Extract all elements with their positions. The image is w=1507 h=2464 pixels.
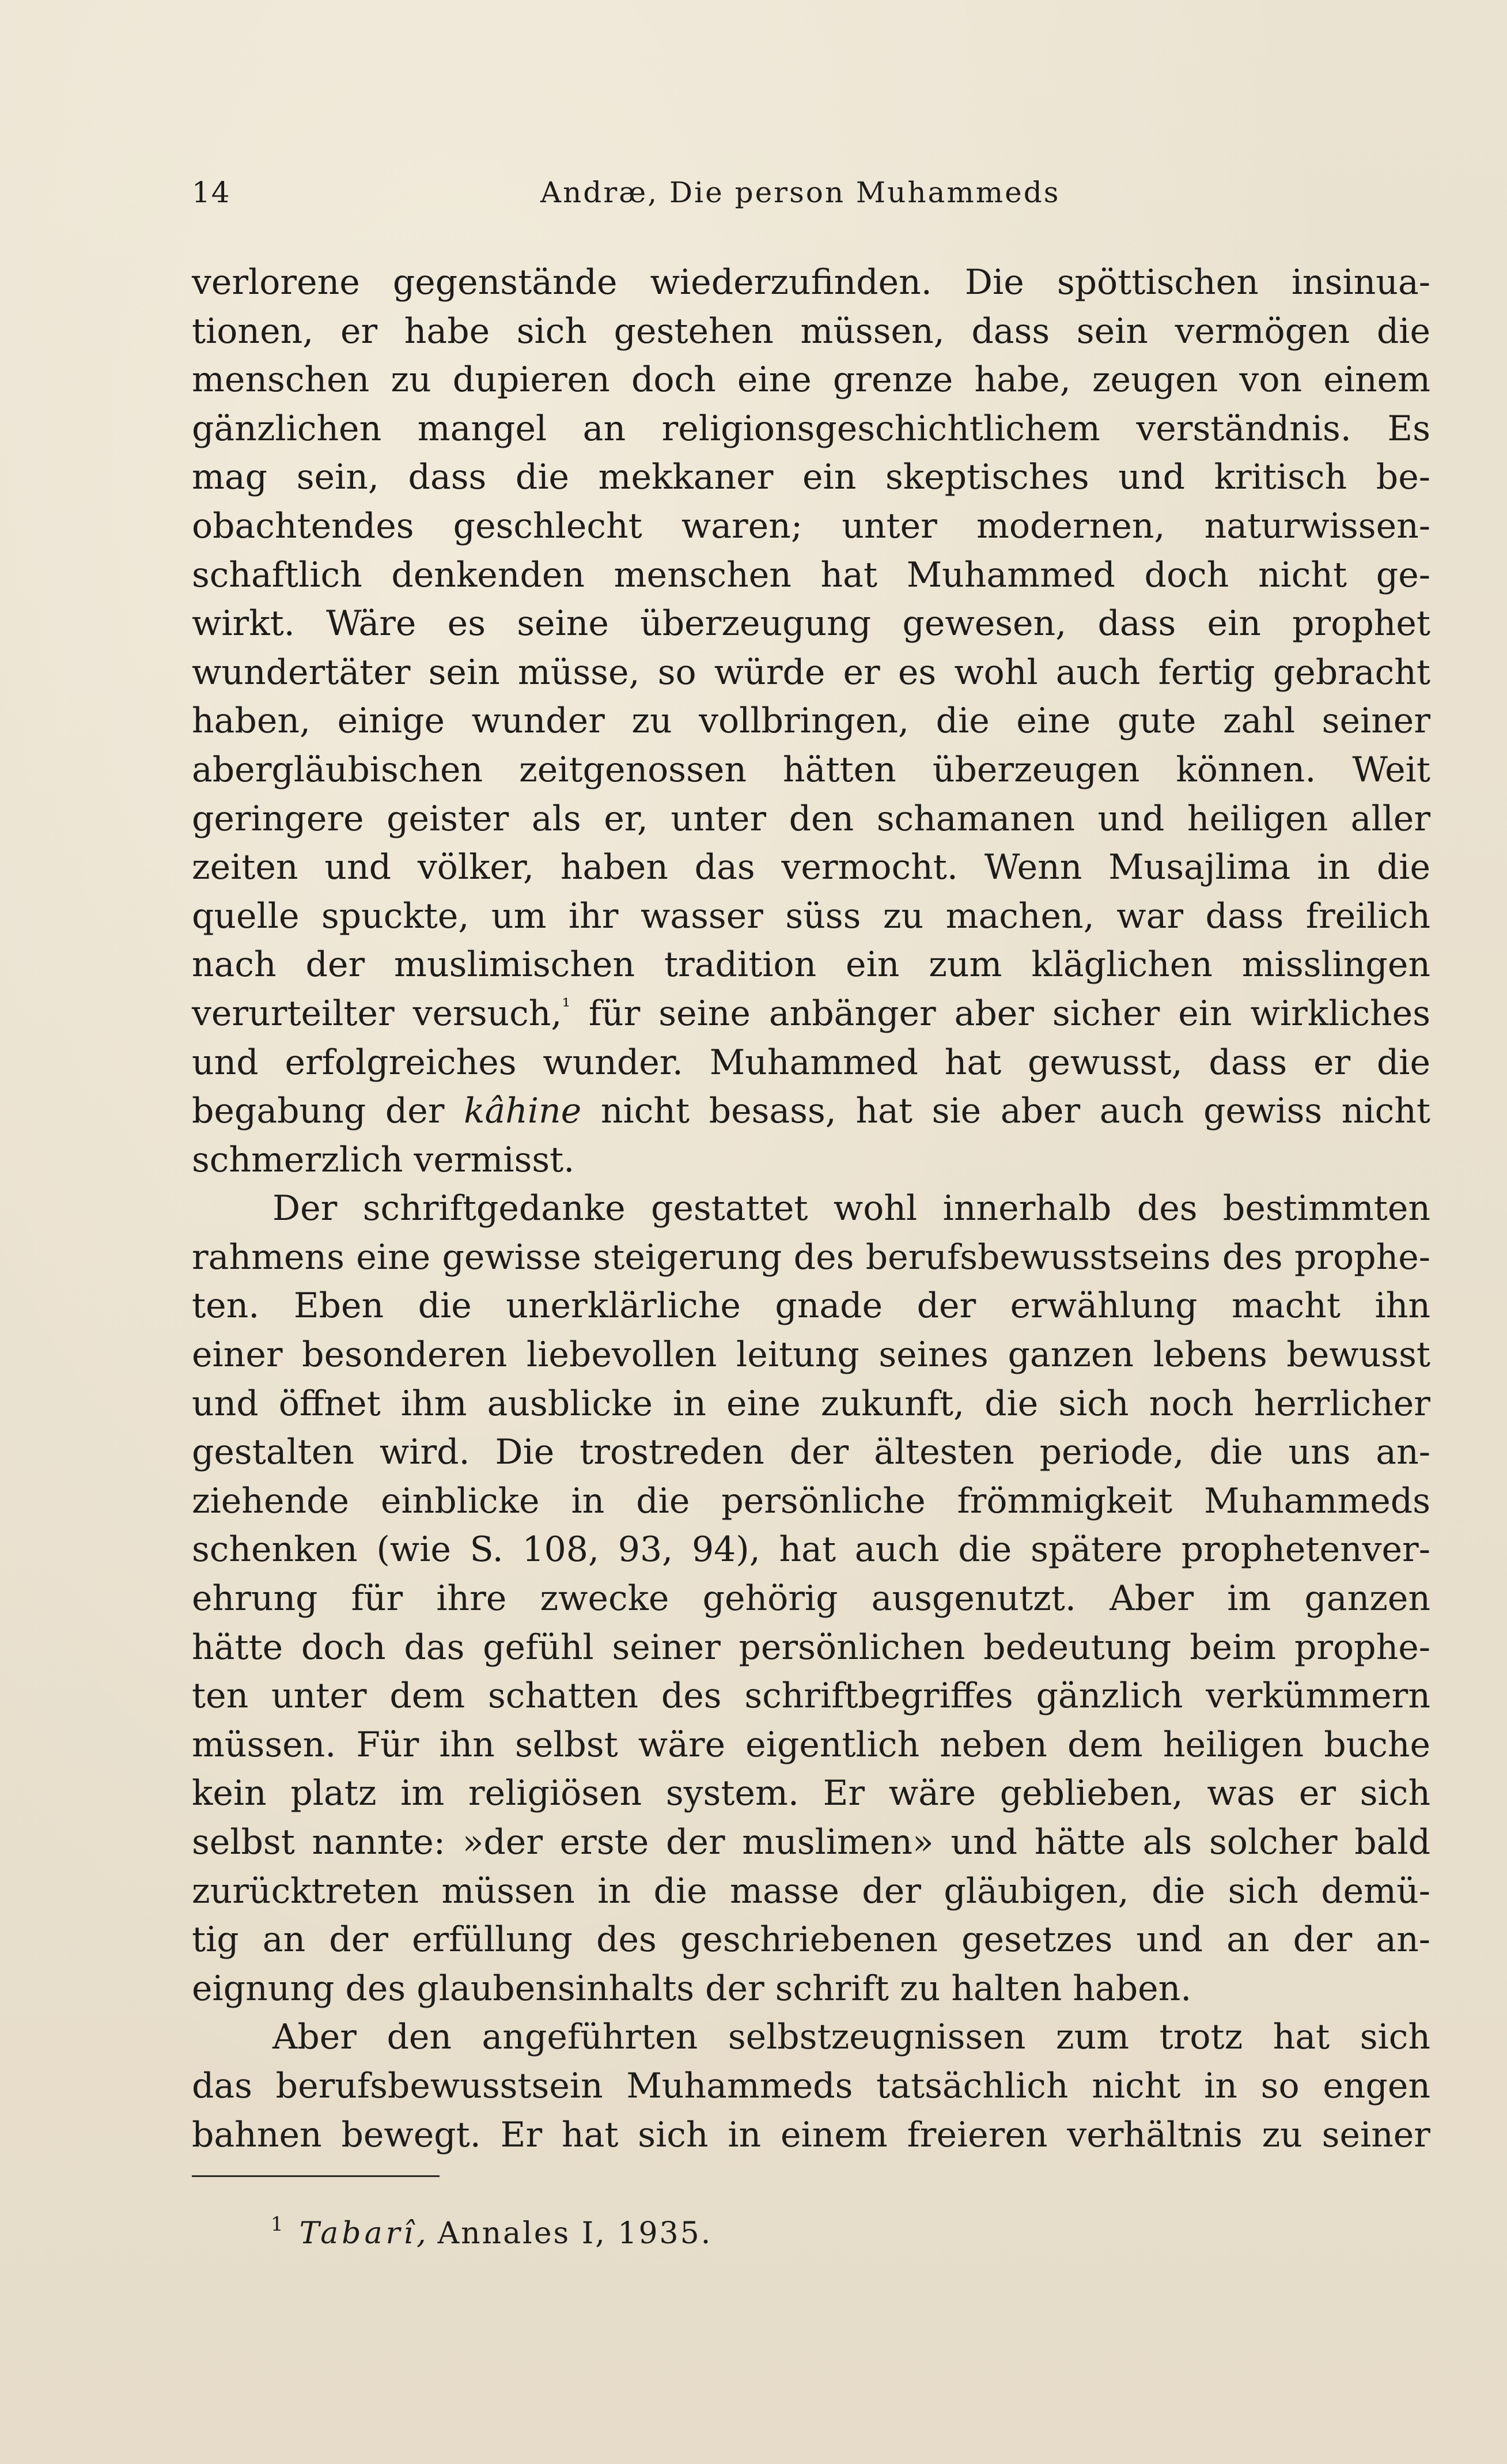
text-line: mag sein, dass die mekkaner ein skeptisches und kritisch be-: [192, 457, 1430, 498]
text-line: gestalten wird. Die trostreden der ältesten periode, die uns an-: [192, 1432, 1430, 1473]
text-line: tig an der erfüllung des geschriebenen gesetzes und an der an-: [192, 1919, 1430, 1960]
text-line: tionen, er habe sich gestehen müssen, dass sein vermögen die: [192, 311, 1430, 352]
text-line: menschen zu dupieren doch eine grenze habe, zeugen von einem: [192, 360, 1430, 400]
text-line: zeiten und völker, haben das vermocht. Wenn Musajlima in die: [192, 847, 1430, 888]
footnote-mark: 1: [271, 2213, 283, 2236]
text-line: und öffnet ihm ausblicke in eine zukunft, die sich noch herrlicher: [192, 1383, 1430, 1424]
page-header: [192, 176, 1102, 216]
text-line-with-footnote: [192, 989, 1430, 1038]
text-line: und erfolgreiches wunder. Muhammed hat gewusst, dass er die: [192, 1042, 1430, 1083]
text-line: kein platz im religiösen system. Er wäre geblieben, was er sich: [192, 1773, 1430, 1814]
footnote-reference: ¹: [562, 994, 570, 1018]
text-line: geringere geister als er, unter den schamanen und heiligen aller: [192, 798, 1430, 839]
text-line: schaftlich denkenden menschen hat Muhammed doch nicht ge-: [192, 554, 1430, 595]
text-line: bahnen bewegt. Er hat sich in einem freieren verhältnis zu seiner: [192, 2114, 1430, 2155]
footnote: [271, 2213, 712, 2251]
body-text: [192, 258, 1430, 2159]
page-number: 14: [192, 176, 231, 209]
text-line: verlorene gegenstände wiederzufinden. Die spöttischen insinua-: [192, 262, 1430, 303]
text-line: nach der muslimischen tradition ein zum kläglichen misslingen: [192, 944, 1430, 985]
paragraph-start-line: Aber den angeführten selbstzeugnissen zum trotz hat sich: [272, 2017, 1430, 2058]
text-line: ten. Eben die unerklärliche gnade der erwählung macht ihn: [192, 1286, 1430, 1327]
footnote-divider: [192, 2175, 440, 2177]
text-line: schenken (wie S. 108, 93, 94), hat auch die spätere prophetenver-: [192, 1529, 1430, 1570]
text-line: ten unter dem schatten des schriftbegriffes gänzlich verkümmern: [192, 1676, 1430, 1717]
text-segment: begabung der: [192, 1091, 464, 1132]
text-line: haben, einige wunder zu vollbringen, die eine gute zahl seiner: [192, 701, 1430, 742]
footnote-author: Tabarî,: [299, 2216, 430, 2251]
text-line: gänzlichen mangel an religionsgeschichtlichem verständnis. Es: [192, 408, 1430, 449]
text-line: schmerzlich vermisst.: [192, 1139, 575, 1180]
text-line: quelle spuckte, um ihr wasser süss zu machen, war dass freilich: [192, 895, 1430, 936]
text-line: einer besonderen liebevollen leitung seines ganzen lebens bewusst: [192, 1335, 1430, 1375]
text-line: obachtendes geschlecht waren; unter modernen, naturwissen-: [192, 505, 1430, 546]
footnote-citation: Annales I, 1935.: [437, 2216, 713, 2251]
text-line: abergläubischen zeitgenossen hätten überzeugen können. Weit: [192, 749, 1430, 790]
paragraph-start-line: Der schriftgedanke gestattet wohl innerhalb des bestimmten: [272, 1188, 1430, 1229]
text-line: eignung des glaubensinhalts der schrift zu halten haben.: [192, 1968, 1192, 2009]
text-line: hätte doch das gefühl seiner persönlichen bedeutung beim prophe-: [192, 1627, 1430, 1668]
italic-term: kâhine: [464, 1091, 582, 1132]
text-line: das berufsbewusstsein Muhammeds tatsächlich nicht in so engen: [192, 2065, 1430, 2106]
text-line: ehrung für ihre zwecke gehörig ausgenutzt. Aber im ganzen: [192, 1578, 1430, 1619]
text-line-with-italic: [192, 1087, 1430, 1136]
text-line: müssen. Für ihn selbst wäre eigentlich neben dem heiligen buche: [192, 1724, 1430, 1765]
text-line: wirkt. Wäre es seine überzeugung gewesen, dass ein prophet: [192, 603, 1430, 644]
running-title: Andræ, Die person Muhammeds: [540, 176, 1061, 209]
text-line: selbst nannte: »der erste der muslimen» und hätte als solcher bald: [192, 1822, 1430, 1862]
text-segment: verurteilter versuch,: [192, 993, 562, 1034]
text-segment: nicht besass, hat sie aber auch gewiss nicht: [581, 1091, 1430, 1132]
text-line: rahmens eine gewisse steigerung des berufsbewusstseins des prophe-: [192, 1237, 1430, 1278]
text-segment: für seine anbänger aber sicher ein wirkliches: [570, 993, 1430, 1034]
text-line: wundertäter sein müsse, so würde er es wohl auch fertig gebracht: [192, 652, 1430, 693]
text-line: zurücktreten müssen in die masse der gläubigen, die sich demü-: [192, 1870, 1430, 1911]
text-line: ziehende einblicke in die persönliche frömmigkeit Muhammeds: [192, 1480, 1430, 1521]
